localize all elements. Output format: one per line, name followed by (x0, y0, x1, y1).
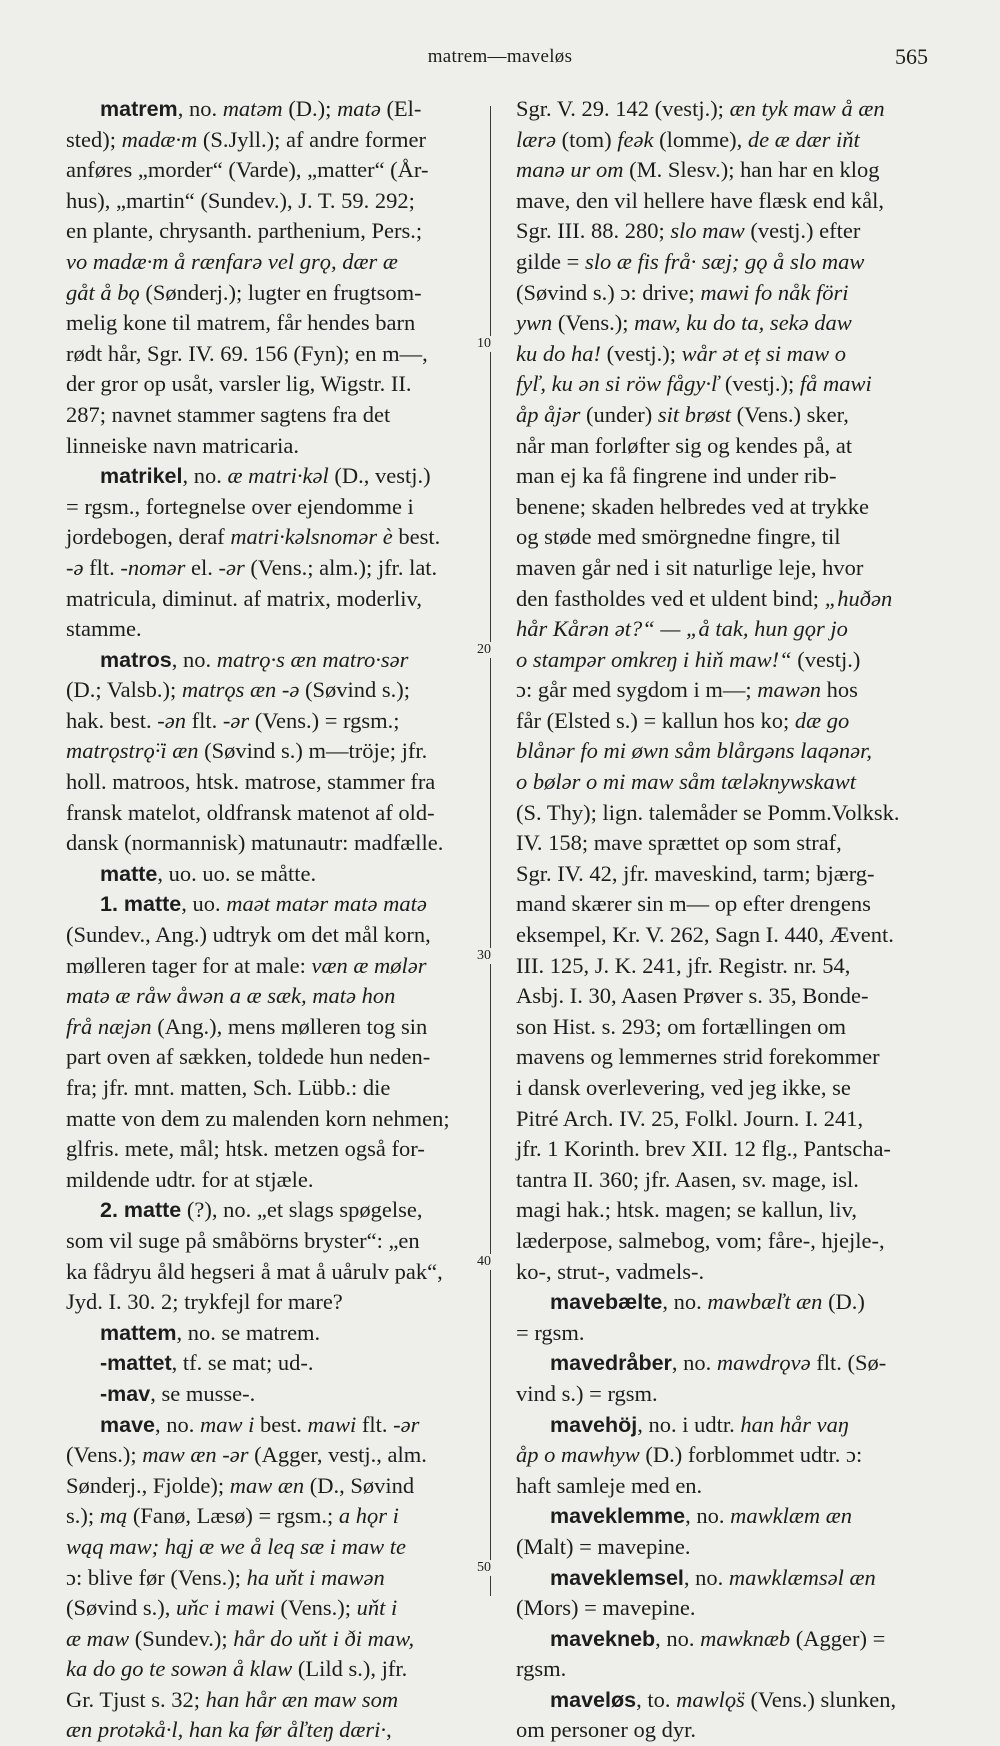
entry-text-line: hak. best. -ən flt. -ər (Vens.) = rgsm.; (66, 707, 400, 733)
entry-text-line: frå næjən (Ang.), mens mølleren tog sin (66, 1013, 428, 1039)
entry-headline: maveløs, to. mawlǫ̈s (Vens.) slunken, (550, 1686, 897, 1712)
page-number: 565 (895, 44, 928, 69)
margin-line-number: 10 (477, 336, 491, 351)
entry-text-line: -ə flt. -nomər el. -ər (Vens.; alm.); jfr. lat. (66, 554, 438, 580)
entry-text-line: linneiske navn matricaria. (66, 432, 300, 458)
entry-text-line: mave, den vil hellere have flæsk end kål, (516, 187, 884, 213)
entry-text-line: (Sundev., Ang.) udtryk om det mål korn, (66, 922, 431, 948)
entry-text-line: benene; skaden helbredes ved at trykke (516, 493, 869, 519)
entry-text-line: ka fådryu åld hegseri å mat å uårulv pak“, (66, 1258, 443, 1284)
entry-headline: matrem, no. matəm (D.); matə (El- (100, 96, 422, 121)
entry-text-line: (Søvind s.) ɔ: drive; mawi fo nåk föri (516, 279, 849, 305)
entry-headline: mavekneb, no. mawknæb (Agger) = (550, 1625, 886, 1651)
entry-text-line: (Vens.); maw æn -ər (Agger, vestj., alm. (66, 1442, 427, 1468)
entry-text-line: (D.; Valsb.); matrǫs æn -ə (Søvind s.); (66, 677, 410, 703)
entry-text-line: magi hak.; htsk. magen; se kallun, liv, (516, 1197, 857, 1223)
left-column (66, 94, 486, 1746)
entry-text-line: mand skærer sin m— op efter drengens (516, 891, 871, 917)
entry-text-line: (Mors) = mavepine. (516, 1595, 696, 1621)
entry-text-line: Jyd. I. 30. 2; trykfejl for mare? (66, 1289, 343, 1315)
entry-text-line: hus), „martin“ (Sundev.), J. T. 59. 292; (66, 187, 415, 213)
entry-text-line: jordebogen, deraf matri·kəlsnomər è best. (66, 524, 441, 550)
entry-text-line: 287; navnet stammer sagtens fra det (66, 401, 391, 427)
entry-text-line: rgsm. (516, 1656, 567, 1682)
entry-headline: 1. matte, uo. maət matər matə matə (100, 891, 427, 917)
entry-text-line: dansk (normannisk) matunautr: madfælle. (66, 830, 444, 856)
entry-text-line: rødt hår, Sgr. IV. 69. 156 (Fyn); en m—, (66, 340, 428, 366)
entry-headline: matrikel, no. æ matri·kəl (D., vestj.) (100, 463, 431, 489)
entry-text-line: Pitré Arch. IV. 25, Folkl. Journ. I. 241, (516, 1105, 864, 1131)
entry-text-line: blånər fo mi øwn såm blårgəns laqənər, (516, 738, 873, 764)
entry-headline: maveklemme, no. mawklæm æn (550, 1503, 852, 1529)
entry-text-line: = rgsm., fortegnelse over ejendomme i (66, 493, 414, 519)
entry-text-line: maven går ned i sit naturlige leje, hvor (516, 554, 864, 580)
margin-line-number: 20 (477, 642, 491, 657)
entry-text-line: s.); mą (Fanø, Læsø) = rgsm.; a hǫr i (66, 1503, 399, 1529)
margin-line-number: 40 (477, 1254, 491, 1269)
entry-text-line: fyľ, ku ən si röw fågy·ľ (vestj.); få mawi (516, 371, 872, 397)
entry-text-line: Sgr. III. 88. 280; slo maw (vestj.) efter (516, 218, 861, 244)
entry-text-line: matte von dem zu malenden korn nehmen; (66, 1105, 450, 1131)
entry-text-line: (S. Thy); lign. talemåder se Pomm.Volksk. (516, 799, 900, 825)
entry-text-line: ko-, strut-, vadmels-. (516, 1258, 705, 1284)
entry-text-line: der gror op usåt, varsler lig, Wigstr. II. (66, 371, 412, 397)
entry-text-line: III. 125, J. K. 241, jfr. Registr. nr. 54, (516, 952, 851, 978)
entry-text-line: stamme. (66, 616, 142, 642)
entry-text-line: tantra II. 360; jfr. Aasen, sv. mage, isl. (516, 1166, 859, 1192)
entry-text-line: son Hist. s. 293; om fortællingen om (516, 1013, 847, 1039)
entry-text-line: eksempel, Kr. V. 262, Sagn I. 440, Ævent. (516, 922, 894, 948)
entry-text-line: om personer og dyr. (516, 1717, 696, 1743)
entry-text-line: mildende udtr. for at stjæle. (66, 1166, 314, 1192)
entry-headline: mavebælte, no. mawbæľt æn (D.) (550, 1289, 865, 1315)
right-column (516, 94, 934, 1746)
entry-text-line: matrǫstrǫ̈·i æn (Søvind s.) m—tröje; jfr. (66, 738, 428, 764)
entry-text-line: ɔ: blive før (Vens.); ha uňt i mawən (66, 1564, 385, 1590)
entry-headline: matte, uo. uo. se måtte. (100, 860, 317, 886)
entry-text-line: anføres „morder“ (Varde), „matter“ (År- (66, 157, 429, 183)
entry-text-line: når man forløfter sig og kendes på, at (516, 432, 853, 458)
entry-headline: matros, no. matrǫ·s æn matro·sər (100, 646, 409, 672)
entry-text-line: åp o mawhyw (D.) forblommet udtr. ɔ: (516, 1442, 863, 1468)
entry-text-line: får (Elsted s.) = kallun hos ko; dæ go (516, 707, 850, 733)
entry-headline: mavedråber, no. mawdrǫvə flt. (Sø- (550, 1350, 887, 1376)
entry-text-line: den fastholdes ved et uldent bind; „huðən (516, 585, 893, 611)
entry-text-line: mølleren tager for at male: væn æ mølər (66, 952, 427, 978)
entry-text-line: (Søvind s.), uňc i mawi (Vens.); uňt i (66, 1595, 398, 1621)
column-divider (490, 106, 491, 1596)
entry-text-line: manə ur om (M. Slesv.); han har en klog (516, 157, 880, 183)
running-head: matrem—maveløs (427, 46, 573, 67)
entry-text-line: vind s.) = rgsm. (516, 1380, 658, 1406)
entry-text-line: haft samleje med en. (516, 1472, 703, 1498)
entry-text-line: wąq maw; hąj æ we å leq sæ i maw te (66, 1533, 407, 1559)
entry-text-line: ɔ: går med sygdom i m—; mawən hos (516, 677, 858, 703)
entry-text-line: gilde = slo æ fis frå· sæj; gǫ å slo maw (516, 248, 865, 274)
entry-headline: maveklemsel, no. mawklæmsəl æn (550, 1564, 876, 1590)
entry-text-line: man ej ka få fingrene ind under rib- (516, 463, 837, 489)
entry-text-line: jfr. 1 Korinth. brev XII. 12 flg., Pantscha- (516, 1136, 891, 1162)
entry-text-line: og støde med smörgnedne fingre, til (516, 524, 841, 550)
entry-text-line: o stampər omkreŋ i hiň maw!“ (vestj.) (516, 646, 861, 672)
entry-text-line: hår Kårən ət?“ — „å tak, hun gǫr jo (516, 616, 848, 642)
entry-text-line: Sønderj., Fjolde); maw æn (D., Søvind (66, 1472, 415, 1498)
entry-text-line: i dansk overlevering, ved jeg ikke, se (516, 1075, 851, 1100)
entry-text-line: sted); madæ·m (S.Jyll.); af andre former (66, 126, 426, 152)
entry-text-line: gåt å bǫ (Sønderj.); lugter en frugtsom- (66, 279, 422, 305)
entry-text-line: melig kone til matrem, får hendes barn (66, 310, 416, 336)
margin-line-number: 50 (477, 1560, 491, 1575)
entry-text-line: lærə (tom) feək (lomme), de æ dær iňt (516, 126, 860, 152)
entry-text-line: Gr. Tjust s. 32; han hår æn maw som (66, 1686, 399, 1712)
entry-text-line: en plante, chrysanth. parthenium, Pers.; (66, 218, 423, 244)
entry-text-line: IV. 158; mave sprættet op som straf, (516, 830, 842, 856)
entry-text-line: part oven af sækken, toldede hun neden- (66, 1044, 431, 1070)
entry-text-line: fra; jfr. mnt. matten, Sch. Lübb.: die (66, 1075, 391, 1100)
entry-headline: -mattet, tf. se mat; ud-. (100, 1350, 314, 1376)
entry-text-line: ywn (Vens.); maw, ku do ta, sekə daw (516, 310, 852, 336)
entry-text-line: æn protəkå·l, han ka før åľteŋ dæri·, (66, 1717, 392, 1743)
entry-text-line: Sgr. IV. 42, jfr. maveskind, tarm; bjærg- (516, 860, 875, 886)
entry-text-line: æ maw (Sundev.); hår do uňt i ði maw, (66, 1625, 415, 1651)
entry-text-line: (Malt) = mavepine. (516, 1533, 691, 1559)
entry-text-line: åp åjər (under) sit brøst (Vens.) sker, (516, 401, 849, 427)
entry-text-line: Asbj. I. 30, Aasen Prøver s. 35, Bonde- (516, 983, 869, 1009)
entry-text-line: matə æ råw åwən a æ sæk, matə hon (66, 983, 396, 1009)
entry-headline: mattem, no. se matrem. (100, 1319, 321, 1345)
entry-text-line: mavens og lemmernes strid forekommer (516, 1044, 880, 1070)
entry-text-line: som vil suge på småbörns bryster“: „en (66, 1227, 420, 1253)
entry-text-line: ku do ha! (vestj.); wår ət eț si maw o (516, 340, 846, 366)
entry-text-line: læderpose, salmebog, vom; fåre-, hjejle-, (516, 1227, 885, 1253)
entry-text-line: = rgsm. (516, 1319, 585, 1345)
entry-text-line: Sgr. V. 29. 142 (vestj.); æn tyk maw å æn (516, 96, 885, 121)
entry-headline: 2. matte (?), no. „et slags spøgelse, (100, 1197, 423, 1223)
entry-headline: -mav, se musse-. (100, 1380, 256, 1406)
entry-text-line: vo madæ·m å rænfarə vel grǫ, dær æ (66, 248, 398, 274)
entry-text-line: holl. matroos, htsk. matrose, stammer fra (66, 769, 436, 795)
entry-headline: mavehöj, no. i udtr. han hår vaŋ (550, 1411, 849, 1437)
entry-headline: mave, no. maw i best. mawi flt. -ər (100, 1411, 420, 1437)
entry-text-line: glfris. mete, mål; htsk. metzen også for- (66, 1136, 425, 1162)
entry-text-line: fransk matelot, oldfransk matenot af old- (66, 799, 435, 825)
entry-text-line: matricula, diminut. af matrix, moderliv, (66, 585, 422, 611)
margin-line-number: 30 (477, 948, 491, 963)
entry-text-line: ka do go te sowən å klaw (Lild s.), jfr. (66, 1656, 408, 1682)
entry-text-line: o bølər o mi maw såm tæləknywskawt (516, 769, 856, 795)
